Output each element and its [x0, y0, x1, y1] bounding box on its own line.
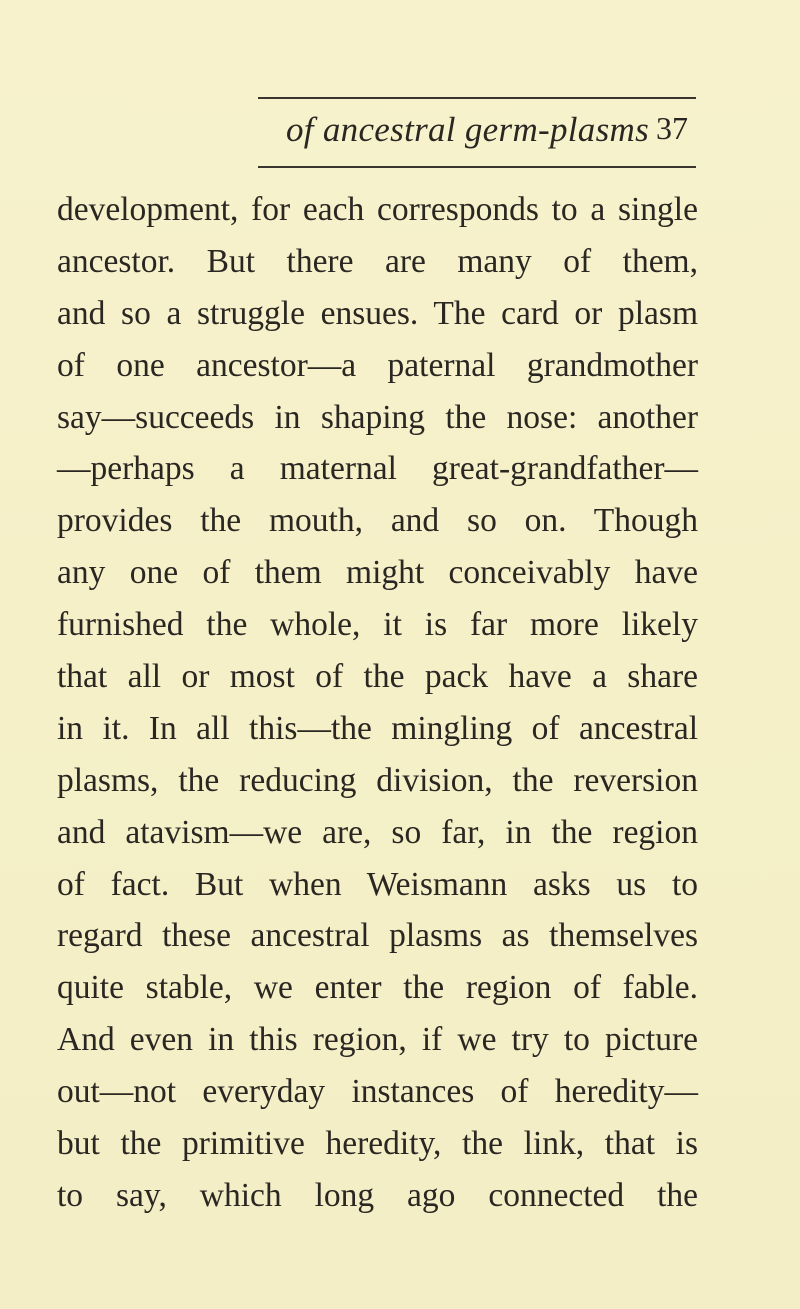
text-line: —perhaps a maternal great-grandfather— [57, 450, 698, 488]
text-line: but the primitive heredity, the link, that is [57, 1125, 698, 1163]
text-line: and atavism—we are, so far, in the region [57, 813, 698, 851]
running-title: of ancestral germ-plasms [286, 110, 650, 149]
text-line: quite stable, we enter the region of fable. [57, 969, 698, 1007]
text-line: And even in this region, if we try to picture [57, 1021, 698, 1059]
text-line: provides the mouth, and so on. Though [57, 502, 698, 540]
text-line: and so a struggle ensues. The card or plasm [57, 294, 698, 332]
text-line: furnished the whole, it is far more likely [57, 606, 698, 644]
text-line: regard these ancestral plasms as themselves [57, 917, 698, 955]
text-line: to say, which long ago connected the [57, 1176, 698, 1214]
text-line: say—succeeds in shaping the nose: another [57, 398, 698, 436]
text-line: out—not everyday instances of heredity— [57, 1073, 698, 1111]
text-line: ancestor. But there are many of them, [57, 242, 698, 280]
text-line: of one ancestor—a paternal grandmother [57, 346, 698, 384]
text-line: any one of them might conceivably have [57, 554, 698, 592]
text-line: of fact. But when Weismann asks us to [57, 865, 698, 903]
body-text [57, 184, 698, 1222]
header-top-rule [258, 97, 696, 99]
text-line: in it. In all this—the mingling of ancestral [57, 709, 698, 747]
text-line: that all or most of the pack have a share [57, 658, 698, 696]
page-number: 37 [656, 110, 688, 146]
text-line: plasms, the reducing division, the reversion [57, 761, 698, 799]
header-bottom-rule [258, 166, 696, 168]
running-head [258, 110, 688, 154]
text-line: development, for each corresponds to a single [57, 191, 698, 228]
